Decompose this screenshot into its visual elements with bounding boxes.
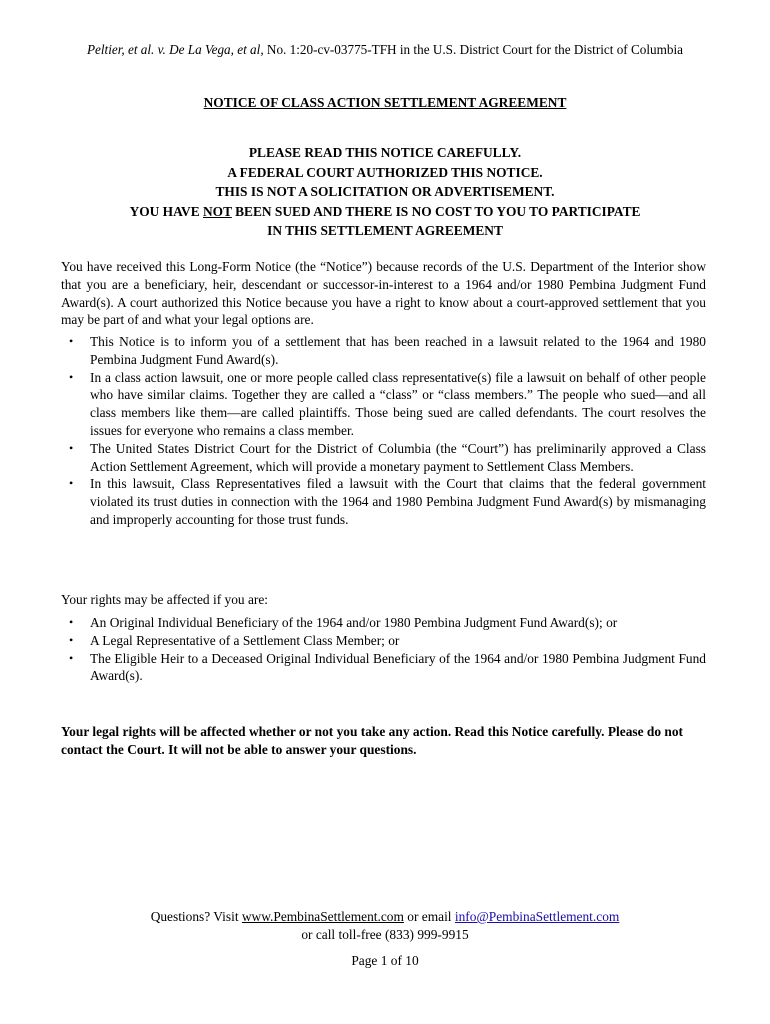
list-item bbox=[61, 475, 706, 528]
warning-line-4-start: YOU HAVE bbox=[129, 203, 203, 219]
case-number: No. 1:20-cv-03775-TFH in the U.S. District Court for the District of Columbia bbox=[263, 42, 684, 57]
list-item-text: An Original Individual Beneficiary of the 1964 and/or 1980 Pembina Judgment Fund Award(s); or bbox=[90, 615, 618, 630]
list-item-text: In this lawsuit, Class Representatives filed a lawsuit with the Court that claims that the federal government violated its trust duties in connection with the 1964 and 1980 Pembina Judgment Fund Award(s) by mismanaging and improperly accounting for those trust funds. bbox=[90, 476, 706, 527]
list-item bbox=[61, 333, 706, 369]
page-number: Page 1 of 10 bbox=[351, 953, 419, 968]
footer-phone-line: or call toll-free (833) 999-9915 bbox=[301, 927, 469, 942]
warning-line-4 bbox=[0, 202, 770, 222]
bullet-icon: • bbox=[69, 334, 74, 348]
list-item-text: The Eligible Heir to a Deceased Original Individual Beneficiary of the 1964 and/or 1980 Pembina Judgment Fund Award(s). bbox=[90, 650, 706, 684]
warning-line-3: THIS IS NOT A SOLICITATION OR ADVERTISEMENT. bbox=[215, 184, 555, 199]
warning-line-4-end: BEEN SUED AND THERE IS NO COST TO YOU TO PARTICIPATE bbox=[231, 203, 641, 219]
footer-questions-text: Questions? Visit bbox=[150, 909, 242, 924]
warning-line-5: IN THIS SETTLEMENT AGREEMENT bbox=[267, 223, 503, 238]
warning-line-2: A FEDERAL COURT AUTHORIZED THIS NOTICE. bbox=[227, 164, 543, 180]
bullet-icon: • bbox=[69, 650, 74, 665]
bullet-icon: • bbox=[69, 476, 74, 491]
list-item-text: In a class action lawsuit, one or more people called class representative(s) file a lawsuit on behalf of other people who have similar claims. Together they are called a “class” or “class members.” The people who sued—and all class members like them—are called plaintiffs. Those being sued are called defendants. The court resolves the issues for everyone who remains a class member. bbox=[90, 369, 706, 438]
list-item bbox=[61, 650, 706, 686]
list-item-text: This Notice is to inform you of a settlement that has been reached in a lawsuit related to the 1964 and 1980 Pembina Judgment Fund Award(s). bbox=[90, 334, 706, 367]
bullet-icon: • bbox=[69, 615, 74, 629]
list-item bbox=[61, 369, 706, 440]
bullet-icon: • bbox=[69, 440, 74, 455]
legal-rights-notice: Your legal rights will be affected whether or not you take any action. Read this Notice carefully. Please do not contact the Court. It will not be able to answer your questions. bbox=[61, 724, 683, 757]
email-link[interactable]: info@PembinaSettlement.com bbox=[454, 909, 620, 924]
page-footer bbox=[0, 908, 770, 944]
info-bullet-list bbox=[61, 333, 706, 529]
rights-intro: Your rights may be affected if you are: bbox=[61, 592, 269, 607]
warning-block bbox=[0, 143, 770, 241]
footer-contact-line bbox=[0, 908, 770, 926]
warning-not-underlined: NOT bbox=[202, 203, 232, 219]
case-caption bbox=[0, 42, 770, 58]
list-item bbox=[61, 440, 706, 476]
list-item-text: The United States District Court for the District of Columbia (the “Court”) has preliminarily approved a Class Action Settlement Agreement, which will provide a monetary payment to Settlement Class Members. bbox=[90, 440, 706, 474]
list-item bbox=[61, 632, 706, 650]
rights-bullet-list bbox=[61, 614, 706, 685]
list-item-text: A Legal Representative of a Settlement Class Member; or bbox=[90, 632, 400, 648]
warning-line-1: PLEASE READ THIS NOTICE CAREFULLY. bbox=[248, 145, 522, 160]
footer-email-text: or email bbox=[403, 909, 455, 924]
intro-paragraph: You have received this Long-Form Notice (the “Notice”) because records of the U.S. Department of the Interior show that you are a beneficiary, heir, descendant or successor-in-interest to a 1964 and/or 1980 Pembina Judgment Fund Award(s). A court authorized this Notice because you have a right to know about a court-approved settlement that you may be part of and what your legal options are. bbox=[61, 259, 706, 328]
website-link[interactable]: www.PembinaSettlement.com bbox=[241, 909, 404, 924]
bullet-icon: • bbox=[69, 632, 74, 647]
list-item bbox=[61, 614, 706, 632]
notice-title: NOTICE OF CLASS ACTION SETTLEMENT AGREEMENT bbox=[203, 95, 567, 110]
bullet-icon: • bbox=[69, 369, 74, 384]
case-name: Peltier, et al. v. De La Vega, et al, bbox=[86, 42, 264, 57]
